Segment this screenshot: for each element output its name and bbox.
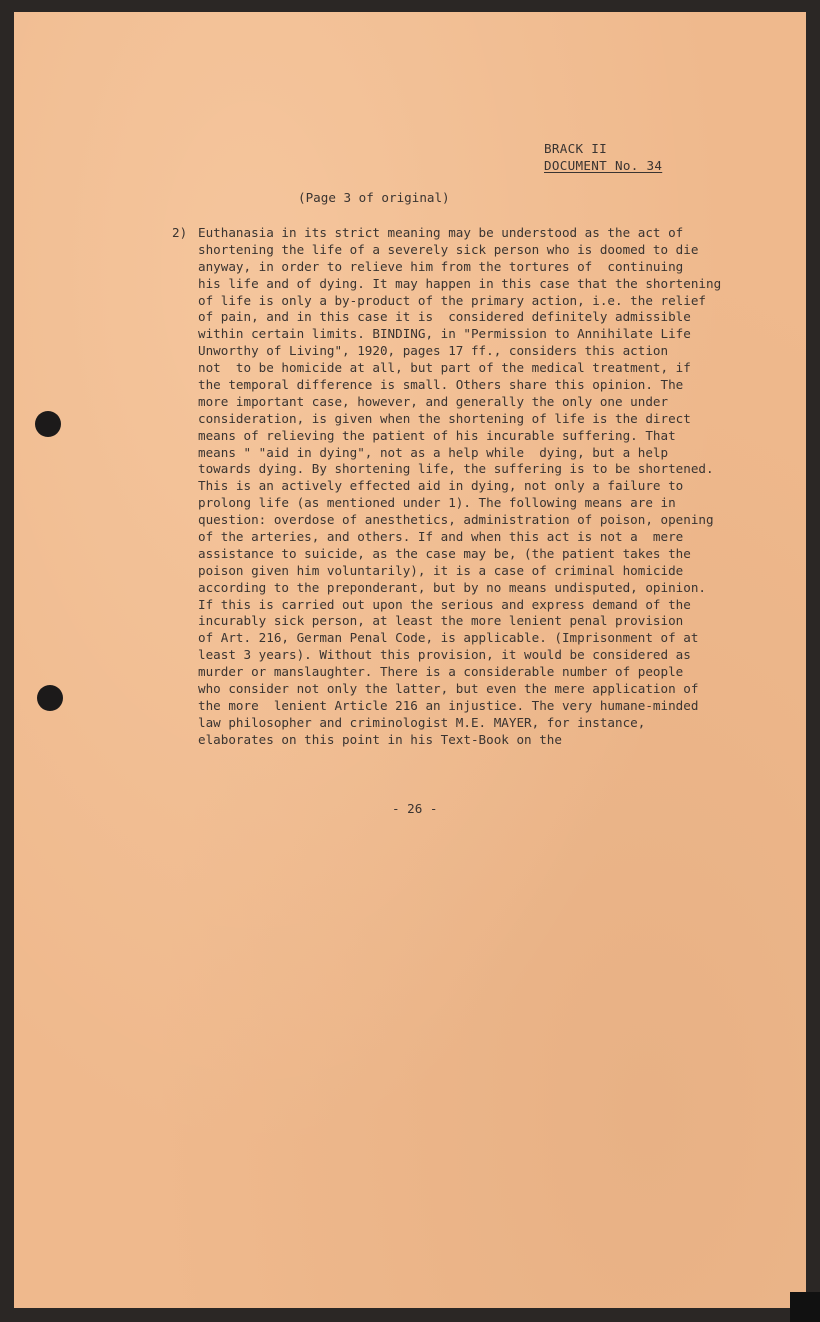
body-line: means of relieving the patient of his incurable suffering. That [198,427,676,443]
case-heading: BRACK II [544,141,608,156]
body-line: according to the preponderant, but by no means undisputed, opinion. [198,579,706,595]
body-paragraph [198,225,778,749]
body-line: poison given him voluntarily), it is a case of criminal homicide [198,562,684,578]
body-line: of Art. 216, German Penal Code, is applicable. (Imprisonment of at [198,630,699,646]
body-line: incurably sick person, at least the more lenient penal provision [198,613,684,629]
body-line: anyway, in order to relieve him from the tortures of continuing [198,258,684,274]
document-number: DOCUMENT No. 34 [544,158,663,173]
page-number: - 26 - [392,801,438,816]
body-line: assistance to suicide, as the case may be, (the patient takes the [198,545,691,561]
body-line: This is an actively effected aid in dying, not only a failure to [198,478,684,494]
body-line: If this is carried out upon the serious and express demand of the [198,596,691,612]
body-line: of life is only a by-product of the primary action, i.e. the relief [198,292,706,308]
body-line: towards dying. By shortening life, the suffering is to be shortened. [198,461,714,477]
body-line: not to be homicide at all, but part of the medical treatment, if [198,360,691,376]
body-line: prolong life (as mentioned under 1). The following means are in [198,495,676,511]
body-line: means " "aid in dying", not as a help while dying, but a help [198,444,669,460]
body-line: least 3 years). Without this provision, it would be considered as [198,647,691,663]
item-number: 2) [172,225,188,240]
punch-hole-lower [37,685,63,711]
body-line: question: overdose of anesthetics, administration of poison, opening [198,512,714,528]
body-line: of pain, and in this case it is considered definitely admissible [198,309,691,325]
body-line: consideration, is given when the shortening of life is the direct [198,410,691,426]
body-line: shortening the life of a severely sick person who is doomed to die [198,241,699,257]
corner-mark [790,1292,820,1322]
body-line: Euthanasia in its strict meaning may be understood as the act of [198,225,684,240]
punch-hole-upper [35,411,61,437]
body-line: elaborates on this point in his Text-Book on the [198,731,562,747]
page-reference: (Page 3 of original) [298,190,450,205]
body-line: the temporal difference is small. Others share this opinion. The [198,377,684,393]
body-line: law philosopher and criminologist M.E. MAYER, for instance, [198,714,646,730]
body-line: within certain limits. BINDING, in "Permission to Annihilate Life [198,326,691,342]
body-line: of the arteries, and others. If and when this act is not a mere [198,529,684,545]
body-line: Unworthy of Living", 1920, pages 17 ff., considers this action [198,343,669,359]
body-line: murder or manslaughter. There is a considerable number of people [198,664,684,680]
body-line: the more lenient Article 216 an injustice. The very humane-minded [198,697,699,713]
body-line: more important case, however, and generally the only one under [198,393,669,409]
body-line: who consider not only the latter, but even the mere application of [198,681,699,697]
body-line: his life and of dying. It may happen in this case that the shortening [198,275,722,291]
